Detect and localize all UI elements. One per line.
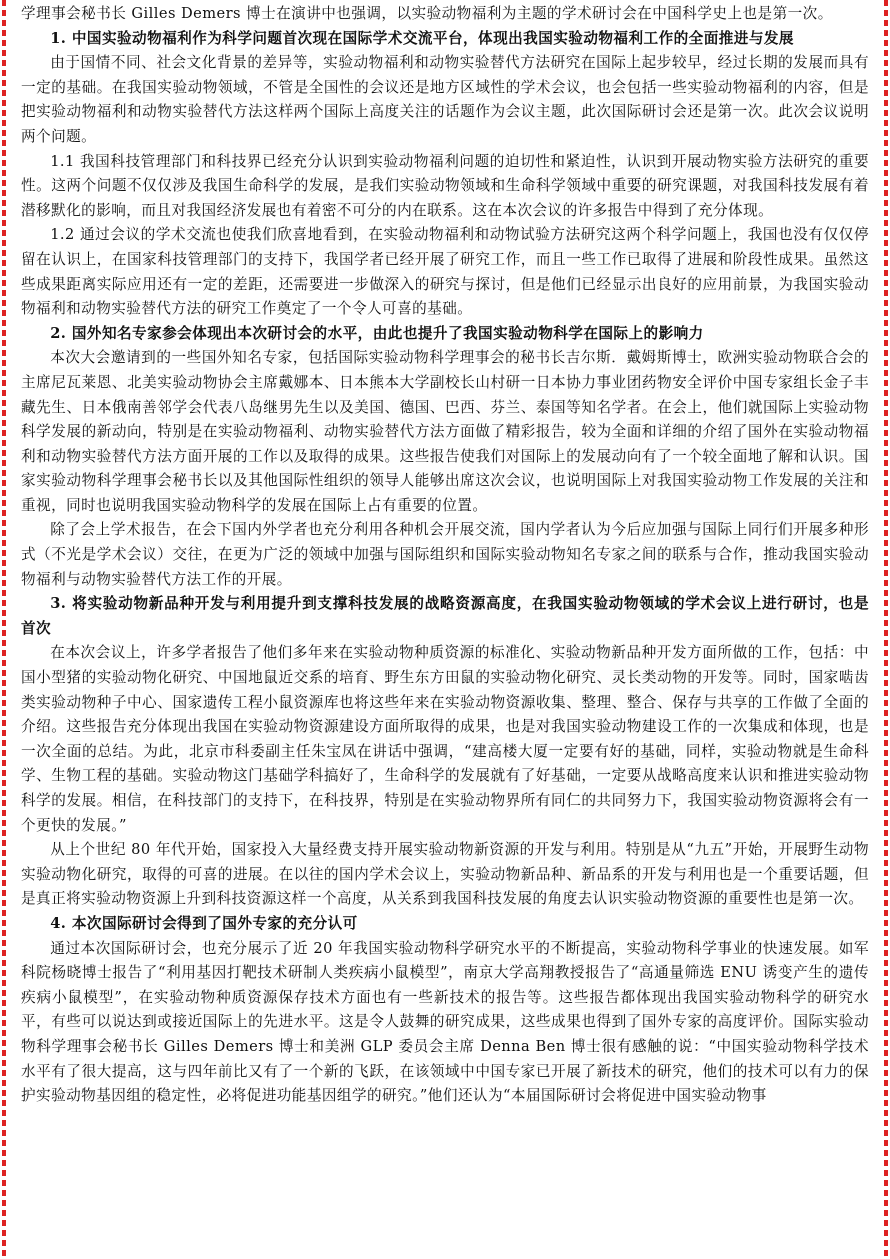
paragraph: 本次大会邀请到的一些国外知名专家，包括国际实验动物科学理事会的秘书长吉尔斯．戴姆斯博士，欧洲实验动物联合会的主席尼瓦莱恩、北美实验动物协会主席戴娜本、日本熊本大学副校长山村研一日本协力事业团药物安全评价中国专家组长金子丰藏先生、日本俄南善邻学会代表八岛继男先生以及美国、德国、巴西、芬兰、泰国等知名学者。在会上，他们就国际上实验动物科学发展的新动向，特别是在实验动物福利、动物实验替代方法方面做了精彩报告，较为全面和详细的介绍了国外在实验动物福利和动物实验替代方法方面开展的工作以及取得的成果。这些报告使我们对国际上的发展动向有了一个较全面地了解和认识。国家实验动物科学理事会秘书长以及其他国际性组织的领导人能够出席这次会议，也说明国际上对我国实验动物工作发展的关注和重视，同时也说明我国实验动物科学的发展在国际上占有重要的位置。 — [21, 349, 869, 514]
left-decorative-border — [2, 0, 6, 1259]
document-page — [21, 2, 869, 1109]
paragraph-continuation: 学理事会秘书长 Gilles Demers 博士在演讲中也强调，以实验动物福利为主题的学术研讨会在中国科学史上也是第一次。 — [21, 5, 833, 22]
paragraph: 由于国情不同、社会文化背景的差异等，实验动物福利和动物实验替代方法研究在国际上起步较早，经过长期的发展而具有一定的基础。在我国实验动物领域，不管是全国性的会议还是地方区域性的学术会议，也会包括一些实验动物福利的内容，但是把实验动物福利和动物实验替代方法这样两个国际上高度关注的话题作为会议主题，此次国际研讨会还是第一次。此次会议说明两个问题。 — [21, 54, 869, 145]
section-heading-3: 3. 将实验动物新品种开发与利用提升到支撑科技发展的战略资源高度，在我国实验动物领域的学术会议上进行研讨，也是首次 — [21, 595, 869, 637]
section-heading-1: 1. 中国实验动物福利作为科学问题首次现在国际学术交流平台，体现出我国实验动物福利工作的全面推进与发展 — [50, 29, 794, 47]
paragraph: 从上个世纪 80 年代开始，国家投入大量经费支持开展实验动物新资源的开发与利用。特别是从“九五”开始，开展野生动物实验动物化研究，取得的可喜的进展。在以往的国内学术会议上，实验动物新品种、新品系的开发与利用也是一个重要话题，但是真正将实验动物资源上升到科技资源这样一个高度，从关系到我国科技发展的角度去认识实验动物资源的重要性也是第一次。 — [21, 841, 869, 908]
paragraph: 1.2 通过会议的学术交流也使我们欣喜地看到，在实验动物福利和动物试验方法研究这两个科学问题上，我国也没有仅仅停留在认识上，在国家科技管理部门的支持下，我国学者已经开展了研究工作，而且一些工作已取得了进展和阶段性成果。虽然这些成果距离实际应用还有一定的差距，还需要进一步做深入的研究与探讨，但是他们已经显示出良好的应用前景，为我国实验动物福利和动物实验替代方法的研究工作奠定了一个令人可喜的基础。 — [21, 226, 869, 318]
section-heading-4: 4. 本次国际研讨会得到了国外专家的充分认可 — [50, 914, 358, 932]
paragraph: 除了会上学术报告，在会下国内外学者也充分利用各种机会开展交流，国内学者认为今后应加强与国际上同行们开展多种形式（不光是学术会议）交往，在更为广泛的领域中加强与国际组织和国际实验动物知名专家之间的联系与合作，推动我国实验动物福利与动物实验替代方法工作的开展。 — [21, 521, 869, 588]
paragraph: 1.1 我国科技管理部门和科技界已经充分认识到实验动物福利问题的迫切性和紧迫性，认识到开展动物实验方法研究的重要性。这两个问题不仅仅涉及我国生命科学的发展，是我们实验动物领域和生命科学领域中重要的研究课题，对我国科技发展有着潜移默化的影响，而且对我国经济发展也有着密不可分的内在联系。这在本次会议的许多报告中得到了充分体现。 — [21, 152, 869, 219]
paragraph: 通过本次国际研讨会，也充分展示了近 20 年我国实验动物科学研究水平的不断提高，实验动物科学事业的快速发展。如军科院杨晓博士报告了“利用基因打靶技术研制人类疾病小鼠模型”，南京大学高翔教授报告了“高通量筛选 ENU 诱变产生的遗传疾病小鼠模型”，在实验动物种质资源保存技术方面也有一些新技术的报告等。这些报告都体现出我国实验动物科学的研究水平，有些可以说达到或接近国际上的先进水平。这是令人鼓舞的研究成果，这些成果也得到了国外专家的高度评价。国际实验动物科学理事会秘书长 Gilles Demers 博士和美洲 GLP 委员会主席 Denna Ben 博士很有感触的说：“中国实验动物科学技术水平有了很大提高，这与四年前比又有了一个新的飞跃，在该领域中中国专家已开展了新技术的研究，他们的技术可以有力的保护实验动物基因组的稳定性，必将促进功能基因组学的研究。”他们还认为“本届国际研讨会将促进中国实验动物事 — [21, 939, 869, 1105]
paragraph: 在本次会议上，许多学者报告了他们多年来在实验动物种质资源的标准化、实验动物新品种开发方面所做的工作，包括：中国小型猪的实验动物化研究、中国地鼠近交系的培育、野生东方田鼠的实验动物化研究、灵长类动物的开发等。同时，国家啮齿类实验动物种子中心、国家遗传工程小鼠资源库也将这些年来在实验动物资源收集、整理、整合、保存与共享的工作做了全面的介绍。这些报告充分体现出我国在实验动物资源建设方面所取得的成果，也是对我国实验动物建设工作的一次集成和体现，也是一次全面的总结。为此，北京市科委副主任朱宝凤在讲话中强调，“建高楼大厦一定要有好的基础，同样，实验动物就是生命科学、生物工程的基础。实验动物这门基础学科搞好了，生命科学的发展就有了好基础，一定要从战略高度来认识和推进实验动物科学的发展。相信，在科技部门的支持下，在科技界，特别是在实验动物界所有同仁的共同努力下，我国实验动物资源将会有一个更快的发展。” — [21, 644, 869, 834]
right-decorative-border — [884, 0, 888, 1259]
section-heading-2: 2. 国外知名专家参会体现出本次研讨会的水平，由此也提升了我国实验动物科学在国际上的影响力 — [50, 324, 704, 342]
